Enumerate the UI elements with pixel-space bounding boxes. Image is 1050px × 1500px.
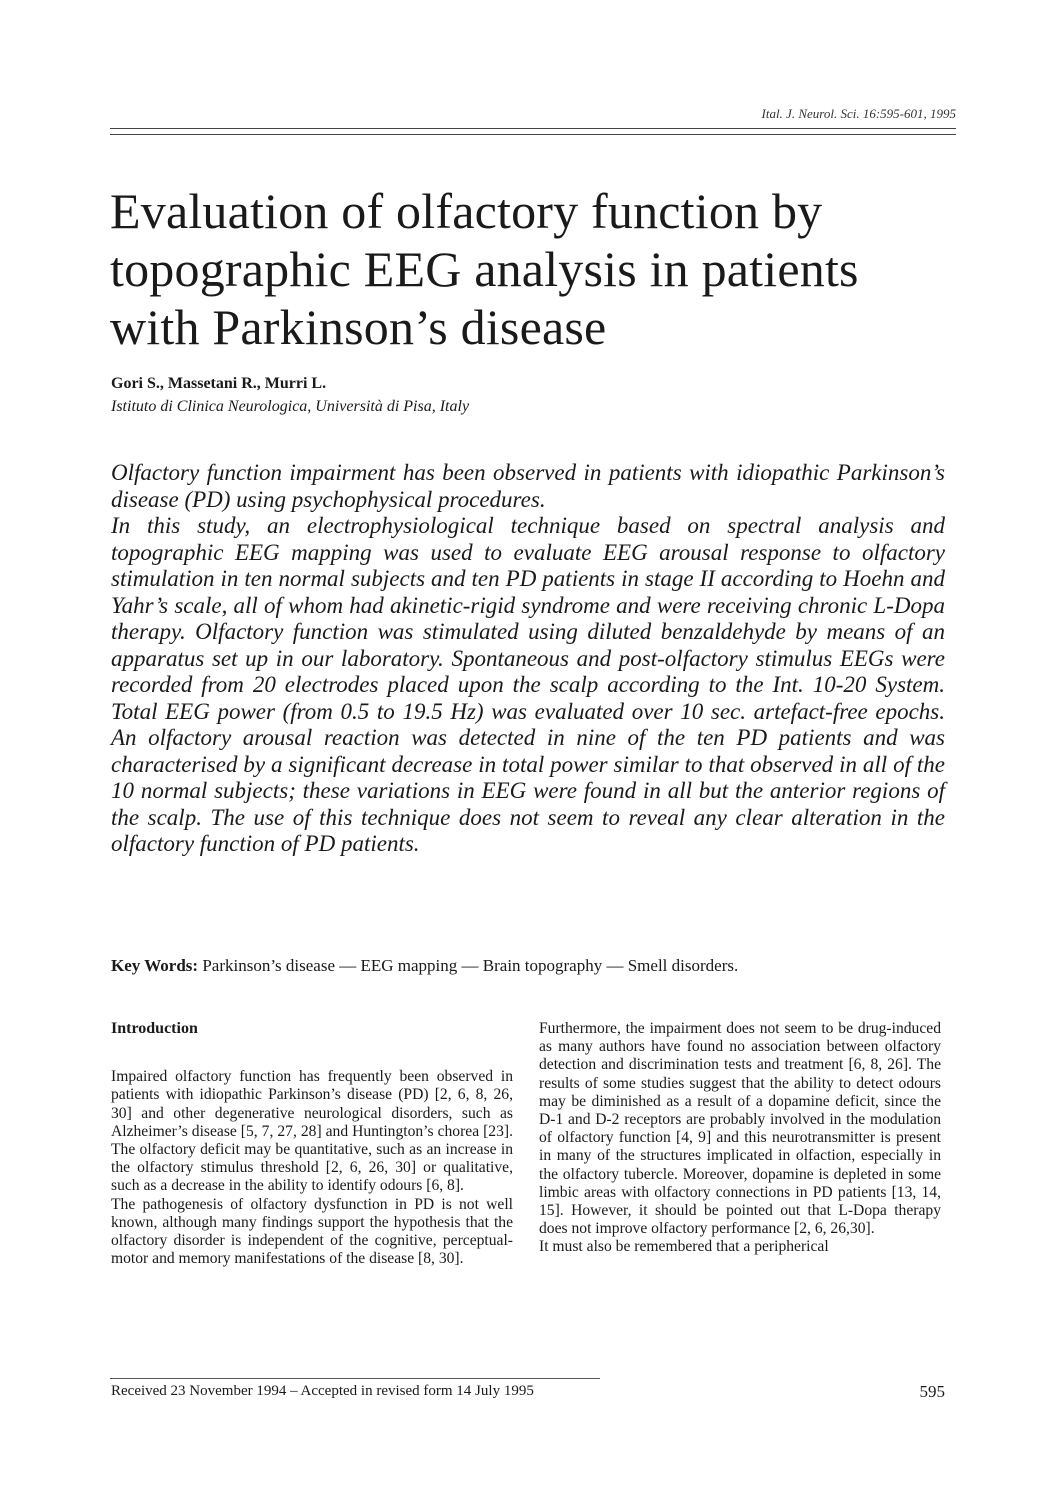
header-rule-lower — [110, 134, 956, 135]
abstract-paragraph-1: Olfactory function impairment has been observed in patients with idiopathic Parkinson’s disease (PD) using psychophysical procedures. — [111, 460, 945, 512]
keywords-text: Parkinson’s disease — EEG mapping — Brain topography — Smell disorders. — [202, 956, 739, 975]
body-column-right — [539, 1020, 941, 1257]
author-list: Gori S., Massetani R., Murri L. — [111, 375, 327, 392]
body-paragraph: Impaired olfactory function has frequently been observed in patients with idiopathic Parkinson’s disease (PD) [2, 6, 8, 26, 30] and other degenerative neurological disorders, such as Alzheimer’s disease [5, 7, 27, 28] and Huntington’s chorea [23]. The olfactory deficit may be quantitative, such as an increase in the olfactory stimulus threshold [2, 6, 26, 30] or qualitative, such as a decrease in the ability to identify odours [6, 8]. — [111, 1068, 513, 1195]
body-paragraph: It must also be remembered that a peripherical — [539, 1238, 829, 1256]
body-paragraph: The pathogenesis of olfactory dysfunction in PD is not well known, although many findings support the hypothesis that the olfactory disorder is independent of the cognitive, perceptual-motor and memory manifestations of the disease [8, 30]. — [111, 1195, 513, 1268]
page-number: 595 — [919, 1382, 945, 1401]
footer-rule — [110, 1378, 600, 1379]
keywords — [111, 956, 951, 976]
author-affiliation: Istituto di Clinica Neurologica, Università di Pisa, Italy — [111, 398, 470, 415]
abstract-paragraph-2: In this study, an electrophysiological technique based on spectral analysis and topographic EEG mapping was used to evaluate EEG arousal response to olfactory stimulation in ten normal subjects and ten PD patients in stage II according to Hoehn and Yahr’s scale, all of whom had akinetic-rigid syndrome and were receiving chronic L-Dopa therapy. Olfactory function was stimulated using diluted benzaldehyde by means of an apparatus set up in our laboratory. Spontaneous and post-olfactory stimulus EEGs were recorded from 20 electrodes placed upon the scalp according to the Int. 10-20 System. Total EEG power (from 0.5 to 19.5 Hz) was evaluated over 10 sec. artefact-free epochs. An olfactory arousal reaction was detected in nine of the ten PD patients and was characterised by a significant decrease in total power similar to that observed in all of the 10 normal subjects; these variations in EEG were found in all but the anterior regions of the scalp. The use of this technique does not seem to reveal any clear alteration in the olfactory function of PD patients. — [111, 513, 945, 856]
journal-reference: Ital. J. Neurol. Sci. 16:595-601, 1995 — [761, 106, 956, 121]
abstract — [111, 460, 945, 858]
body-paragraph: Furthermore, the impairment does not seem to be drug-induced as many authors have found no association between olfactory detection and discrimination tests and treatment [6, 8, 26]. The results of some studies suggest that the ability to detect odours may be diminished as a result of a dopamine deficit, since the D-1 and D-2 receptors are probably involved in the modulation of olfactory function [4, 9] and this neurotransmitter is present in many of the structures implicated in olfaction, especially in the olfactory tubercle. Moreover, dopamine is depleted in some limbic areas with olfactory connections in PD patients [13, 14, 15]. However, it should be pointed out that L-Dopa therapy does not improve olfactory performance [2, 6, 26,30]. — [539, 1020, 941, 1238]
received-dates: Received 23 November 1994 – Accepted in revised form 14 July 1995 — [111, 1383, 534, 1399]
body-column-left — [111, 1020, 513, 1268]
keywords-label: Key Words: — [111, 956, 199, 975]
article-title: Evaluation of olfactory function by topographic EEG analysis in patients with Parkinson’s disease — [110, 183, 859, 355]
header-rule-upper — [110, 128, 956, 129]
section-heading-introduction: Introduction — [111, 1020, 198, 1037]
